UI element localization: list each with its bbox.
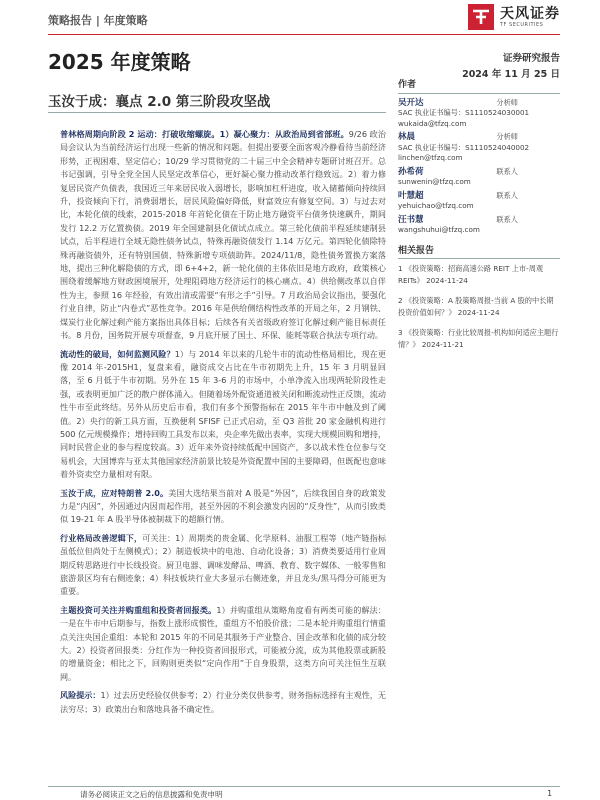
author-email[interactable]: yehuichao@tfzq.com <box>398 201 474 210</box>
summary-paragraph <box>60 128 386 343</box>
paragraph-lead: 行业格局改善逻辑下， <box>60 532 143 543</box>
summary-paragraph <box>60 348 386 482</box>
sidebar <box>398 80 560 359</box>
authors-heading: 作者 <box>398 80 560 94</box>
author-role: 联系人 <box>496 214 518 224</box>
author-name: 汪书慧 <box>398 214 424 225</box>
related-report-link[interactable]: 1 《投资策略：招商高速公路 REIT 上市-周观 REITs》 2024-11-24 <box>398 264 544 285</box>
paragraph-body: 1）与 2014 年以来的几轮牛市的流动性格局相比，现在更像 2014 年-2015H1，复盘来看，融资成交占比在牛市初期先上升，15 年 3 月明显回落，至 6 月低于牛市初期。另外在 15 年 3-6 月的市场中，小单净流入出现两轮阶段性走强，或表明更加广泛的散户群体涌入。但随着场外配资通道被关闭和断流动性正反馈，流动性牛市至此终结。另外从历史后市看，我们有多个预警指标在 2015 年牛市中触及到了阈值。2）央行的新工具方面，互换便利 SFISF 已正式启动，至 Q3 首批 20 家金融机构进行 500 亿元规模操作；增持回购工具发布以来，央企率先做出表率，实现大规模回购和增持，同时民营企业的参与程度较高。3）近年来外资持续低配中国资产，多以战术性仓位参与交易机会，大国博弈与亚太其他国家经济前景比较是外资配置中国的主要障碍，但既配也意味着外资卖空力量相对有限。 <box>60 348 386 480</box>
author-email[interactable]: wukaida@tfzq.com <box>398 118 467 128</box>
summary-paragraph <box>60 487 386 527</box>
logo-name-cn: 天风证券 <box>500 6 560 22</box>
author-role: 分析师 <box>496 132 518 141</box>
author-name: 孙希荷 <box>398 166 424 177</box>
author-role: 联系人 <box>496 190 518 200</box>
author-entry <box>398 98 560 130</box>
page-subtitle: 玉汝于成：襄点 2.0 第三阶段攻坚战 <box>48 94 271 110</box>
subtitle-divider <box>48 112 386 113</box>
paragraph-body: 1）并购重组从策略角度看有两类可能的解法：一是在牛市中后期参与，指数上涨形成惯性，重组方不怕股价涨；二是本轮并购重组行情重点关注央国企重组：本轮和 2015 年的不同是其服务于产业整合、国企改革和化债的成分较大。2）投资者回报类：分红作为一种投资者回报形式，可能被分流，成为其他股票或新股的增量资金；相比之下，回购则更类似“定向作用”于自身股票，这类方向可关注恒生互联网。 <box>60 604 386 682</box>
summary-paragraph <box>60 532 386 599</box>
logo-name-en: TF SECURITIES <box>500 22 544 28</box>
author-entry <box>398 132 560 164</box>
author-entry <box>398 167 560 188</box>
related-heading: 相关报告 <box>398 246 560 260</box>
paragraph-lead: 玉汝于成，应对特朗普 2.0。 <box>60 487 169 498</box>
author-role: 分析师 <box>496 97 518 107</box>
author-email[interactable]: wangshuhui@tfzq.com <box>398 225 480 234</box>
paragraph-lead: 流动性的破局，如何监测风险？ <box>60 348 175 359</box>
author-name: 叶慧超 <box>398 190 424 201</box>
paragraph-body: 可关注：1）周期类的贵金属、化学原料、油服工程等（地产链指标虽低位但尚处于左侧模式）；2）制造板块中的电池、自动化设备；3）消费类要适用行业周期反转思路进行中长线投资。厨卫电器、调味发酵品、啤酒、教育、数字媒体、一般零售和旅游景区均有右侧迹象；4）科技板块行业大多显示右侧迹象，并且龙头/黑马得分可能更为重要。 <box>60 532 386 597</box>
page-number: 1 <box>547 789 552 798</box>
report-category: 策略报告 | 年度策略 <box>48 14 148 27</box>
footer-disclaimer: 请务必阅读正文之后的信息披露和免责申明 <box>80 790 223 799</box>
author-cert: SAC 执业证书编号：S1110524040002 <box>398 142 530 152</box>
author-name: 吴开达 <box>398 97 424 108</box>
summary-paragraph <box>60 604 386 684</box>
paragraph-body: 1）过去历史经验仅供参考；2）行业分类仅供参考，财务指标选择有主观性，无法穷尽；3）政策出台和落地具备不确定性。 <box>60 690 386 714</box>
author-email[interactable]: sunwenin@tfzq.com <box>398 177 471 186</box>
paragraph-body: 美国大选结果当前对 A 股是“外因”，后续我国自身的政策发力是“内因”，外因通过内因而起作用，甚至外因的不利会激发内因的“反身性”，从而引致类似 19-21 年 A 股半导体被制裁下的超额行情。 <box>60 487 386 525</box>
paragraph-lead: 普林格周期向阶段 2 运动：打破收缩螺旋。1）凝心聚力：从政治局到省部班。 <box>60 129 349 139</box>
author-name: 林晨 <box>398 132 416 142</box>
paragraph-lead: 主题投资可关注并购重组和投资者回报类。 <box>60 604 217 615</box>
footer-divider <box>48 786 560 787</box>
author-entry <box>398 191 560 212</box>
related-report-link[interactable]: 3 《投资策略：行业比较周报-机构如何适应主题行情？》 2024-11-21 <box>398 328 559 349</box>
author-cert: SAC 执业证书编号：S1110524030001 <box>398 108 530 117</box>
paragraph-lead: 风险提示： <box>60 690 101 701</box>
related-report-link[interactable]: 2 《投资策略：A 股策略周报-当前 A 股的中长期投资价值如何？》 2024-11-24 <box>398 296 554 317</box>
risk-paragraph <box>60 689 386 716</box>
company-logo <box>468 4 560 30</box>
related-reports <box>398 246 560 352</box>
header-divider <box>48 34 560 35</box>
paragraph-body: 9/26 政治局会议认为当前经济运行出现一些新的情况和问题。但提出要要全面客观冷静看待当前经济形势，正视困难、坚定信心；10/29 学习贯彻党的二十届三中全会精神专题研讨班召开。总书记强调，引导全党全国人民坚定改革信心，更好凝心聚力推动改革行稳致远。2）着力修复居民资产负债表，我国近三年来居民收入弱增长，影响加杠杆进度，收入储蓄倾向持续回升，投资倾向下行，消费弱增长，居民风险偏好降低，财富效应有修复空间。3）与过去对比，本轮化债的线索，2015-2018 年首轮化债在于防止地方融资平台债务快速飙升，期间发行 12.2 万亿置换债。2019 年全国建制县化债试点成立。第三轮化债前半程延续建制县试点，后半程进行全域无隐性债务试点，特殊再融资债发行 1.14 万亿元。第四轮化债除特殊再融资债外，还有特别国债、特殊新增专项债助阵。2024/11/8，隐性债务置换方案落地，提出三种化解隐债的方式，即 6+4+2，新一轮化债的主体依旧是地方政府，政策核心围绕着缓解地方财政困境展开，处理阻碍地方经济运行的核心痛点。4）供给侧改革以自伴性为主，参照 16 年经验，有效出清或需要“有形之手”引导。7 月政治局会议指出，要强化行业自律，防止“内卷式”恶性竞争。2016 年是供给侧结构性改革的开局之年，2 月钢铁、煤炭行业化解过剩产能方案指出具体目标；后续各有关省级政府签订化解过剩产能目标责任书。8 月份，国务院开展专项督查，9 月底开展了国土、环保、能耗等联合执法专项行动。 <box>60 129 386 341</box>
author-email[interactable]: linchen@tfzq.com <box>398 153 463 162</box>
summary-body <box>60 128 386 721</box>
page-title: 2025 年度策略 <box>48 50 191 74</box>
report-type: 证券研究报告 <box>502 53 560 64</box>
report-date: 2024 年 11 月 25 日 <box>462 69 560 80</box>
author-role: 联系人 <box>496 166 518 176</box>
logo-icon <box>468 4 494 30</box>
author-entry <box>398 215 560 236</box>
